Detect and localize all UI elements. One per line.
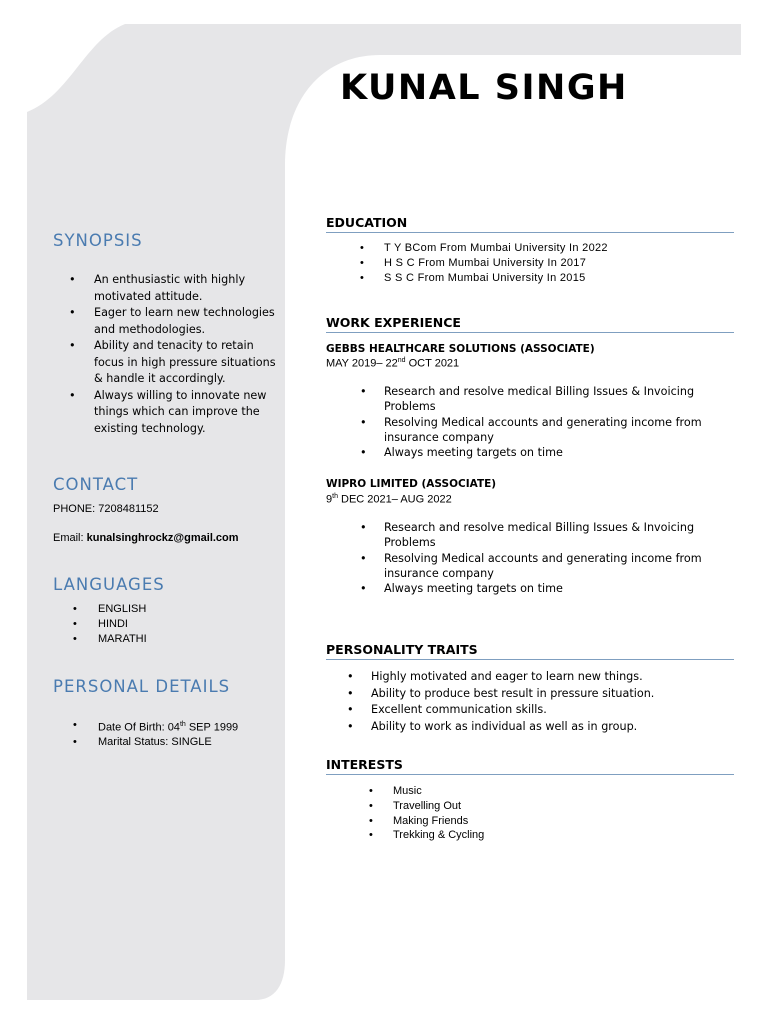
list-item: • T Y BCom From Mumbai University In 2022 <box>326 241 726 256</box>
list-item: • S S C From Mumbai University In 2015 <box>326 271 726 286</box>
job-date: 9th DEC 2021– AUG 2022 <box>326 493 452 506</box>
education-list <box>326 241 726 285</box>
job-title: GEBBS HEALTHCARE SOLUTIONS (ASSOCIATE) <box>326 343 595 355</box>
synopsis-heading: SYNOPSIS <box>53 231 143 250</box>
list-item: • Always meeting targets on time <box>326 445 724 460</box>
list-item: • Ability to produce best result in pressure situation. <box>326 686 726 703</box>
contact-email <box>53 532 239 544</box>
list-item: • Marital Status: SINGLE <box>53 735 278 750</box>
list-item: • An enthusiastic with highly motivated attitude. <box>55 272 280 305</box>
list-item: • Music <box>326 784 626 799</box>
job-duties-list <box>326 520 724 596</box>
languages-heading: LANGUAGES <box>53 575 165 594</box>
page-title: KUNAL SINGH <box>340 68 628 108</box>
list-item: • Excellent communication skills. <box>326 702 726 719</box>
list-item: • H S C From Mumbai University In 2017 <box>326 256 726 271</box>
phone-label: PHONE: <box>53 503 96 515</box>
list-item: • Eager to learn new technologies and methodologies. <box>55 305 280 338</box>
list-item: • ENGLISH <box>53 602 273 617</box>
job-date: MAY 2019– 22nd OCT 2021 <box>326 357 460 370</box>
list-item: • Research and resolve medical Billing Issues & Invoicing Problems <box>326 384 724 415</box>
contact-phone <box>53 503 159 515</box>
list-item: • Research and resolve medical Billing Issues & Invoicing Problems <box>326 520 724 551</box>
interests-heading: INTERESTS <box>326 757 734 775</box>
personal-details-list <box>53 718 278 750</box>
personal-details-heading: PERSONAL DETAILS <box>53 677 231 696</box>
education-heading: EDUCATION <box>326 215 734 233</box>
synopsis-list <box>55 272 280 437</box>
email-label: Email: <box>53 532 84 544</box>
personality-traits-list <box>326 669 726 735</box>
list-item: • MARATHI <box>53 632 273 647</box>
list-item: • Always meeting targets on time <box>326 581 724 596</box>
list-item: • Highly motivated and eager to learn new things. <box>326 669 726 686</box>
phone-value: 7208481152 <box>98 503 159 515</box>
work-experience-heading: WORK EXPERIENCE <box>326 315 734 333</box>
list-item: • Resolving Medical accounts and generating income from insurance company <box>326 415 724 446</box>
contact-heading: CONTACT <box>53 475 139 494</box>
list-item: • HINDI <box>53 617 273 632</box>
email-value[interactable]: kunalsinghrockz@gmail.com <box>86 532 239 544</box>
list-item: • Making Friends <box>326 814 626 829</box>
interests-list <box>326 784 626 843</box>
list-item: • Ability to work as individual as well as in group. <box>326 719 726 736</box>
languages-list <box>53 602 273 646</box>
list-item: • Ability and tenacity to retain focus in high pressure situations & handle it accordingly. <box>55 338 280 388</box>
job-duties-list <box>326 384 724 460</box>
list-item: • Date Of Birth: 04th SEP 1999 <box>53 718 278 735</box>
job-title: WIPRO LIMITED (ASSOCIATE) <box>326 478 497 490</box>
list-item: • Always willing to innovate new things which can improve the existing technology. <box>55 388 280 438</box>
list-item: • Resolving Medical accounts and generating income from insurance company <box>326 551 724 582</box>
personality-traits-heading: PERSONALITY TRAITS <box>326 642 734 660</box>
list-item: • Travelling Out <box>326 799 626 814</box>
list-item: • Trekking & Cycling <box>326 828 626 843</box>
